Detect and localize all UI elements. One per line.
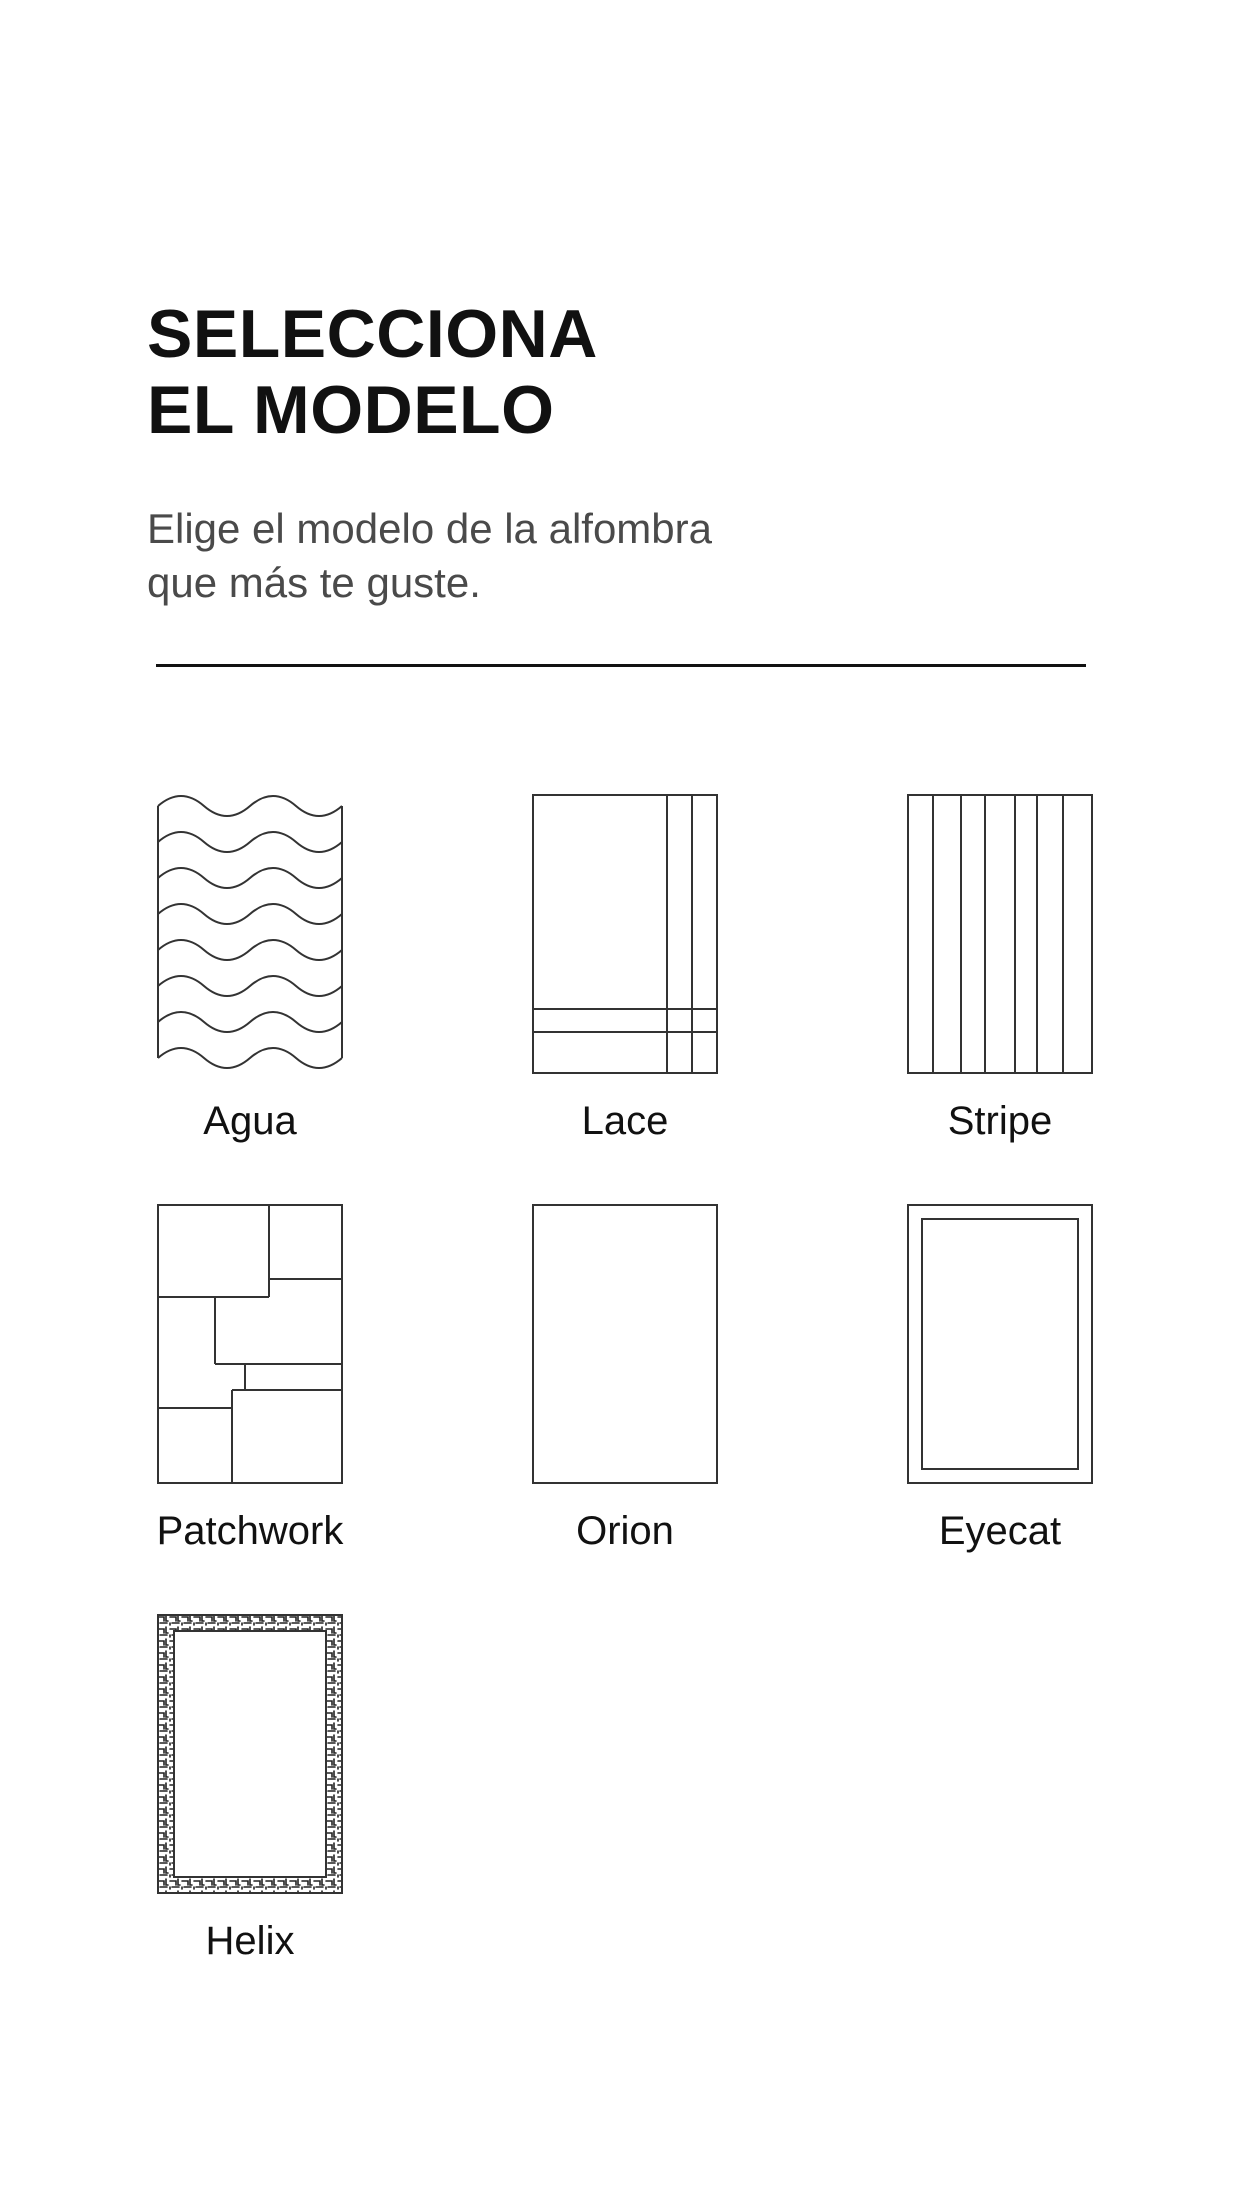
subtitle-line-1: Elige el modelo de la alfombra (147, 505, 712, 552)
model-option-stripe[interactable] (842, 794, 1102, 1154)
model-option-patchwork[interactable] (92, 1204, 352, 1564)
model-label-stripe: Stripe (947, 1099, 1053, 1143)
model-label-agua: Agua (203, 1099, 297, 1143)
subtitle-line-2: que más te guste. (147, 559, 481, 606)
model-label-patchwork: Patchwork (156, 1509, 344, 1553)
patchwork-pattern-icon (157, 1204, 343, 1484)
model-option-orion[interactable] (467, 1204, 727, 1564)
stripe-pattern-icon (907, 794, 1093, 1074)
model-label-eyecat: Eyecat (938, 1509, 1062, 1553)
lace-pattern-icon (532, 794, 718, 1074)
model-option-helix[interactable] (92, 1614, 352, 1974)
plain-rectangle-icon (532, 1204, 718, 1484)
maze-border-icon (157, 1614, 343, 1894)
model-option-agua[interactable] (92, 794, 352, 1154)
title-line-2: EL MODELO (147, 372, 555, 448)
model-label-lace: Lace (581, 1099, 669, 1143)
double-border-icon (907, 1204, 1093, 1484)
model-option-lace[interactable] (467, 794, 727, 1154)
model-label-helix: Helix (205, 1919, 295, 1963)
model-label-orion: Orion (576, 1509, 674, 1553)
wave-pattern-icon (157, 794, 343, 1074)
model-option-eyecat[interactable] (842, 1204, 1102, 1564)
title-line-1: SELECCIONA (147, 296, 598, 372)
